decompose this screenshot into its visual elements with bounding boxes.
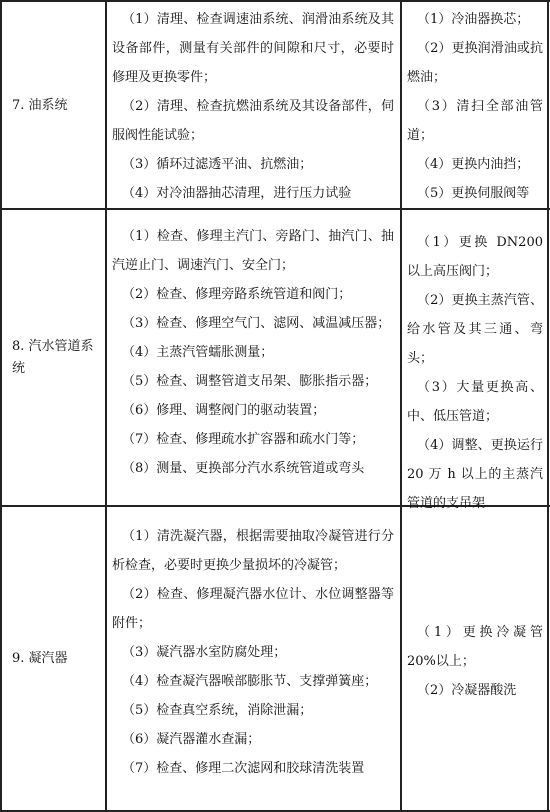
item-text: （3）循环过滤透平油、抗燃油； <box>122 157 313 172</box>
item-text: （6）修理、调整阀门的驱动装置； <box>122 403 326 418</box>
row-name-steam-water-piping <box>2 210 105 505</box>
extra-item-text: （3）清扫全部油管道； <box>407 99 543 143</box>
row-items-steam-water-piping <box>112 222 394 483</box>
item-text: （1）清理、检查调速油系统、润滑油系统及其设备部件，测量有关部件的间隙和尺寸，必要时修理及更换零件； <box>112 12 394 85</box>
row-name-condenser <box>2 507 105 810</box>
table-border-right <box>547 0 549 812</box>
column-divider-2 <box>400 0 402 812</box>
item-text: （4）检查凝汽器喉部膨胀节、支撑弹簧座； <box>122 674 378 689</box>
extra-item-text: （4）调整、更换运行 20 万 h 以上的主蒸汽管道的支吊架 <box>407 438 543 511</box>
row-name-text: 9. 凝汽器 <box>12 651 68 666</box>
row-name-oil-system <box>2 2 105 208</box>
column-divider-1 <box>105 0 107 812</box>
row-extra-steam-water-piping <box>407 228 543 518</box>
extra-item-text: （1）更换冷凝管 20%以上； <box>407 625 543 669</box>
item-text: （4）主蒸汽管蠕胀测量； <box>122 345 274 360</box>
row-items-condenser <box>112 522 394 783</box>
row-name-text: 7. 油系统 <box>12 97 68 113</box>
extra-item-text: （3）大量更换高、中、低压管道； <box>407 380 543 424</box>
extra-item-text: （2）更换润滑油或抗燃油； <box>407 41 543 85</box>
item-text: （5）检查、调整管道支吊架、膨胀指示器； <box>122 374 378 389</box>
row-name-text: 8. 汽水管道系统 <box>12 338 94 376</box>
extra-item-text: （5）更换伺服阀等 <box>417 186 530 201</box>
item-text: （2）清理、检查抗燃油系统及其设备部件，伺服阀性能试验； <box>112 99 394 143</box>
item-text: （5）检查真空系统，消除泄漏； <box>122 703 313 718</box>
item-text: （4）对冷油器抽芯清理，进行压力试验 <box>122 186 352 201</box>
extra-item-text: （4）更换内油挡； <box>417 157 530 172</box>
item-text: （2）检查、修理凝汽器水位计、水位调整器等附件； <box>112 587 394 631</box>
extra-item-text: （2）更换主蒸汽管、给水管及其三通、弯头； <box>407 293 543 366</box>
item-text: （3）凝汽器水室防腐处理； <box>122 645 287 660</box>
item-text: （7）检查、修理疏水扩容器和疏水门等； <box>122 432 365 447</box>
item-text: （8）测量、更换部分汽水系统管道或弯头 <box>122 461 365 476</box>
item-text: （1）检查、修理主汽门、旁路门、抽汽门、抽汽逆止门、调速汽门、安全门； <box>112 229 394 273</box>
item-text: （7）检查、修理二次滤网和胶球清洗装置 <box>122 761 365 776</box>
item-text: （6）凝汽器灌水查漏； <box>122 732 261 747</box>
row-extra-oil-system <box>407 5 543 208</box>
extra-item-text: （2）冷凝器酸洗 <box>417 683 517 698</box>
extra-item-text: （1）冷油器换芯； <box>417 12 530 27</box>
item-text: （2）检查、修理旁路系统管道和阀门； <box>122 287 352 302</box>
extra-item-text: （1）更换 DN200 以上高压阀门； <box>407 235 543 279</box>
item-text: （3）检查、修理空气门、滤网、减温减压器； <box>122 316 391 331</box>
row-items-oil-system <box>112 5 394 208</box>
item-text: （1）清洗凝汽器，根据需要抽取冷凝管进行分析检查，必要时更换少量损坏的冷凝管； <box>112 529 394 573</box>
row-extra-condenser <box>407 618 543 705</box>
